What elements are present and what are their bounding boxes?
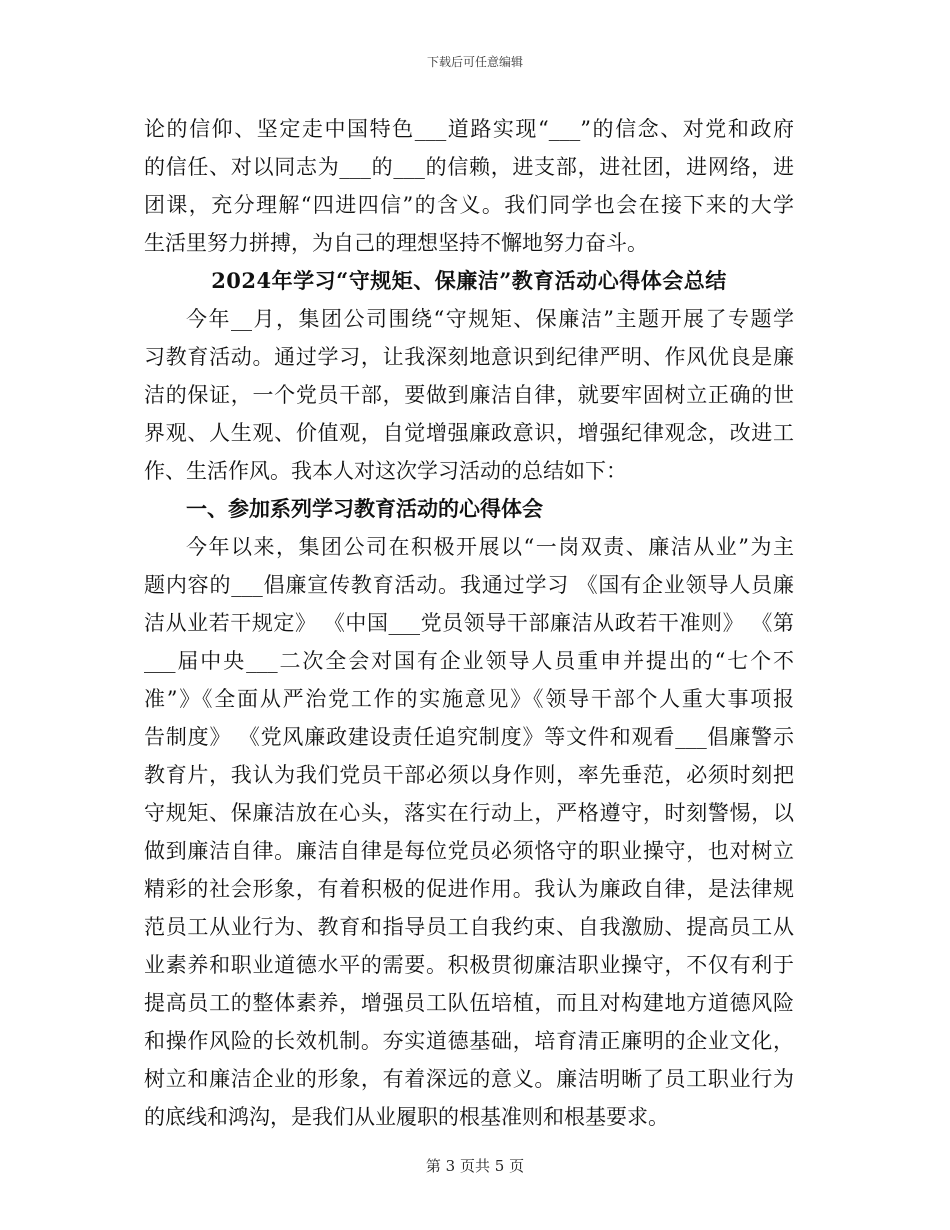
page-header-note: 下载后可任意编辑 <box>426 55 523 69</box>
text-line: 生活里努力拼搏，为自己的理想坚持不懈地努力奋斗。 <box>144 231 648 255</box>
text-line: 做到廉洁自律。廉洁自律是每位党员必须恪守的职业操守，也对树立 <box>144 839 794 863</box>
document-title: 2024年学习“守规矩、保廉洁”教育活动心得体会总结 <box>211 268 727 293</box>
text-line: 的底线和鸿沟，是我们从业履职的根基准则和根基要求。 <box>144 1105 669 1129</box>
section-heading: 一、参加系列学习教育活动的心得体会 <box>186 496 543 521</box>
text-line: 今年__月，集团公司围绕“守规矩、保廉洁”主题开展了专题学 <box>186 307 794 331</box>
text-line: 今年以来，集团公司在积极开展以“一岗双责、廉洁从业”为主 <box>186 535 794 559</box>
text-line: 树立和廉洁企业的形象，有着深远的意义。廉洁明晰了员工职业行为 <box>144 1067 794 1091</box>
document-body <box>144 110 794 1136</box>
text-line: ___届中央___二次全会对国有企业领导人员重申并提出的“七个不 <box>144 649 794 673</box>
text-line: 守规矩、保廉洁放在心头，落实在行动上，严格遵守，时刻警惕，以 <box>144 801 794 825</box>
text-line: 准”》《全面从严治党工作的实施意见》《领导干部个人重大事项报 <box>144 687 794 711</box>
text-line: 和操作风险的长效机制。夯实道德基础，培育清正廉明的企业文化， <box>144 1029 794 1053</box>
text-line: 告制度》 《党风廉政建设责任追究制度》等文件和观看___倡廉警示 <box>144 725 794 749</box>
text-line: 作、生活作风。我本人对这次学习活动的总结如下： <box>144 459 627 483</box>
text-line: 题内容的___倡廉宣传教育活动。我通过学习 《国有企业领导人员廉 <box>144 573 794 597</box>
text-line: 提高员工的整体素养，增强员工队伍培植，而且对构建地方道德风险 <box>144 991 794 1015</box>
text-line: 习教育活动。通过学习，让我深刻地意识到纪律严明、作风优良是廉 <box>144 345 794 369</box>
text-line: 的信任、对以同志为___的___的信赖，进支部，进社团，进网络，进 <box>144 155 794 179</box>
text-line: 教育片，我认为我们党员干部必须以身作则，率先垂范，必须时刻把 <box>144 763 794 787</box>
text-line: 业素养和职业道德水平的需要。积极贯彻廉洁职业操守，不仅有利于 <box>144 953 794 977</box>
page-number: 第 3 页共 5 页 <box>425 1157 525 1175</box>
text-line: 精彩的社会形象，有着积极的促进作用。我认为廉政自律，是法律规 <box>144 877 794 901</box>
text-line: 团课，充分理解“四进四信”的含义。我们同学也会在接下来的大学 <box>144 193 794 217</box>
text-line: 论的信仰、坚定走中国特色___道路实现“___”的信念、对党和政府 <box>144 117 794 141</box>
text-line: 洁的保证，一个党员干部，要做到廉洁自律，就要牢固树立正确的世 <box>144 383 794 407</box>
text-line: 洁从业若干规定》 《中国___党员领导干部廉洁从政若干准则》 《第 <box>144 611 794 635</box>
text-line: 界观、人生观、价值观，自觉增强廉政意识，增强纪律观念，改进工 <box>144 421 794 445</box>
text-line: 范员工从业行为、教育和指导员工自我约束、自我激励、提高员工从 <box>144 915 794 939</box>
